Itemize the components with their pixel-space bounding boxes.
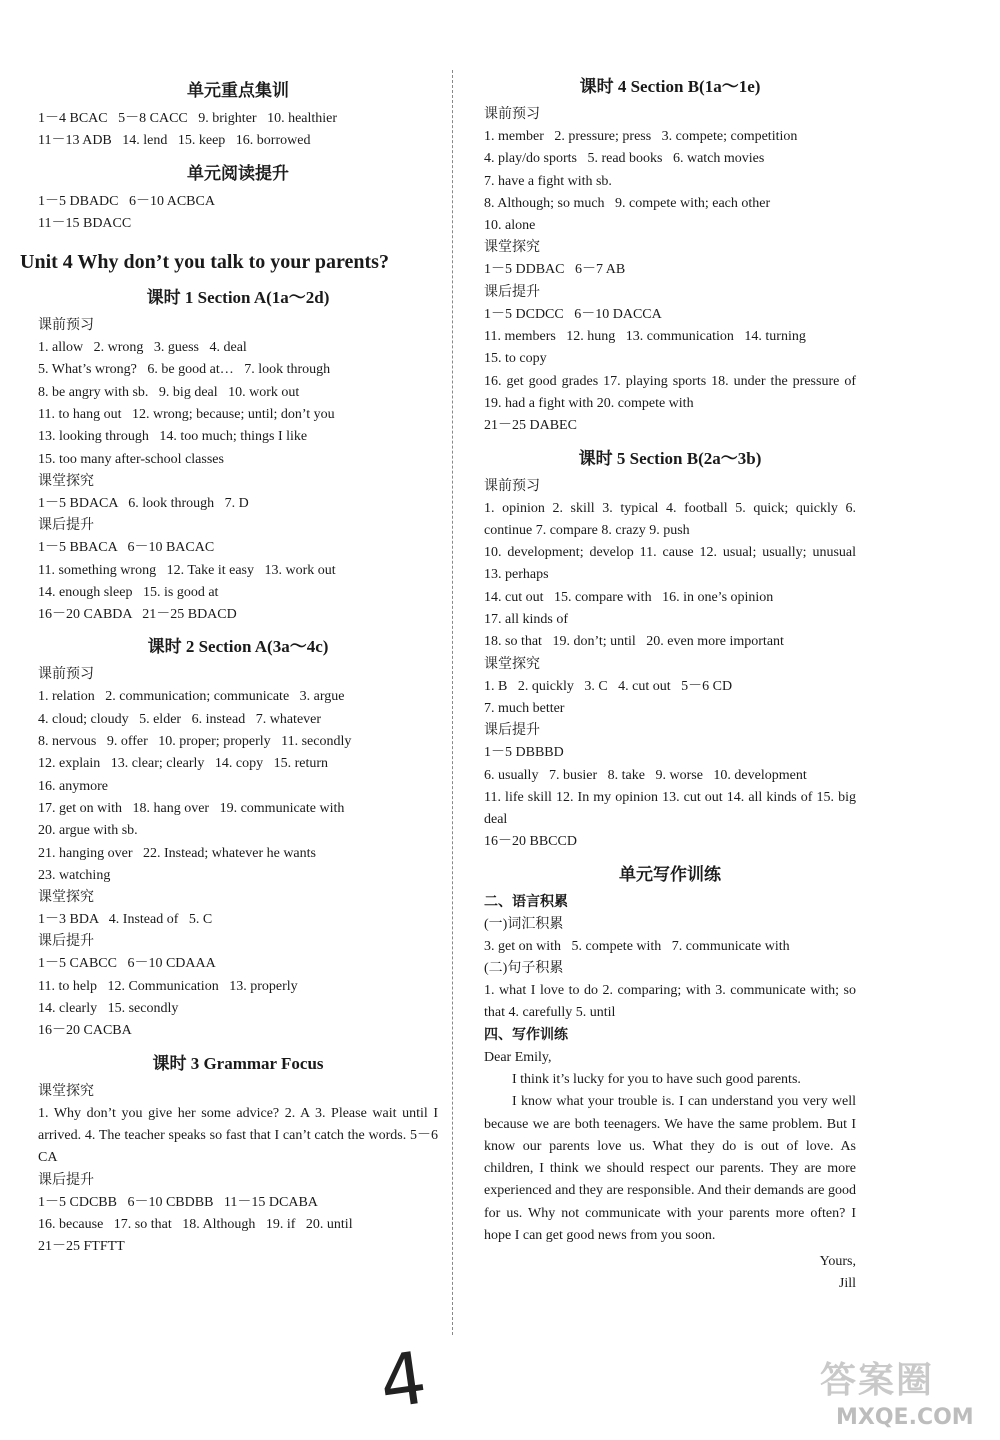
answer-paragraph: 1. opinion 2. skill 3. typical 4. football 5. quick; quickly 6. continue 7. compare 8. crazy 9. push <box>484 500 856 538</box>
answer-line: 16. anymore <box>38 778 108 794</box>
answer-line: 7. much better <box>484 700 565 716</box>
lesson-title-3: 课时 3 Grammar Focus <box>152 1053 324 1073</box>
answer-line: 11. members 12. hung 13. communication 14. turning <box>484 329 806 345</box>
answer-line: 1－5 BBACA 6－10 BACAC <box>38 540 215 556</box>
answer-line: 11. to help 12. Communication 13. properly <box>38 978 298 994</box>
answer-line: 1. allow 2. wrong 3. guess 4. deal <box>38 340 247 356</box>
subheading-class: 课堂探究 <box>38 890 94 906</box>
answer-line: 1－5 DCDCC 6－10 DACCA <box>484 306 662 322</box>
column-divider <box>452 70 453 1335</box>
subheading-after: 课后提升 <box>38 1172 94 1188</box>
answer-line: 4. cloud; cloudy 5. elder 6. instead 7. whatever <box>38 711 322 727</box>
answer-line: 21－25 FTFTT <box>38 1239 125 1255</box>
subheading-class: 课堂探究 <box>38 473 94 489</box>
answer-line: 16－20 CACBA <box>38 1023 132 1039</box>
subheading-class: 课堂探究 <box>38 1083 94 1099</box>
answer-line: 11－13 ADB 14. lend 15. keep 16. borrowed <box>38 133 311 149</box>
letter-paragraph: I know what your trouble is. I can understand you very well because we are both teenagers. We have the same problem. But I know our parents love us. What they do is out of love. As children, I think we should respect our parents. They are more experienced and they are responsible. And their demands are good for us. Why not communicate with your parents more often? I hope I can get good news from you soon. <box>484 1094 856 1243</box>
left-column <box>20 70 438 1258</box>
answer-line: 6. usually 7. busier 8. take 9. worse 10. development <box>484 767 807 783</box>
answer-line: 14. clearly 15. secondly <box>38 1001 179 1017</box>
answer-line: 5. What’s wrong? 6. be good at… 7. look through <box>38 362 331 378</box>
answer-paragraph: 1. what I love to do 2. comparing; with 3. communicate with; so that 4. carefully 5. until <box>484 983 856 1021</box>
unit-title: Unit 4 Why don’t you talk to your parents? <box>20 251 389 274</box>
answer-line: 11. to hang out 12. wrong; because; until; don’t you <box>38 407 335 423</box>
answer-paragraph: 11. life skill 12. In my opinion 13. cut out 14. all kinds of 15. big deal <box>484 789 856 828</box>
watermark-url: MXQE.COM <box>836 1405 974 1430</box>
answer-line: 1－4 BCAC 5－8 CACC 9. brighter 10. healthier <box>38 111 338 126</box>
subheading-writing: 四、写作训练 <box>484 1027 568 1043</box>
answer-line: 1－5 CABCC 6－10 CDAAA <box>38 956 216 972</box>
subheading-preview: 课前预习 <box>38 667 94 683</box>
subheading-sentences: (二)句子积累 <box>484 961 564 977</box>
letter-paragraph: I think it’s lucky for you to have such good parents. <box>512 1071 801 1087</box>
answer-line: 13. looking through 14. too much; things I like <box>38 429 308 445</box>
answer-line: 4. play/do sports 5. read books 6. watch movies <box>484 151 765 167</box>
subheading-preview: 课前预习 <box>38 318 94 334</box>
answer-line: 10. alone <box>484 218 536 234</box>
lesson-title-1: 课时 1 Section A(1a～2d) <box>146 288 330 308</box>
subheading-after: 课后提升 <box>484 284 540 300</box>
lesson-title-4: 课时 4 Section B(1a～1e) <box>579 77 761 96</box>
answer-line: 16－20 CABDA 21－25 BDACD <box>38 607 237 623</box>
section-title-unit-drill: 单元重点集训 <box>187 81 289 100</box>
answer-paragraph: 1. Why don’t you give her some advice? 2. A 3. Please wait until I arrived. 4. The teacher speaks so fast that I can’t catch the words. 5－6 CA <box>38 1105 438 1166</box>
answer-line: 7. have a fight with sb. <box>484 173 612 189</box>
answer-line: 1－5 DBADC 6－10 ACBCA <box>38 193 215 209</box>
answer-line: 15. to copy <box>484 351 547 367</box>
answer-line: 16. because 17. so that 18. Although 19. if 20. until <box>38 1216 353 1232</box>
answer-line: 1－5 DDBAC 6－7 AB <box>484 262 626 278</box>
answer-line: 1－3 BDA 4. Instead of 5. C <box>38 912 213 928</box>
answer-line: 21－25 DABEC <box>484 418 577 434</box>
answer-line: 1－5 BDACA 6. look through 7. D <box>38 495 249 511</box>
answer-line: 11－15 BDACC <box>38 215 132 231</box>
answer-line: 3. get on with 5. compete with 7. communicate with <box>484 938 790 954</box>
subheading-after: 课后提升 <box>38 934 94 950</box>
subheading-language: 二、语言积累 <box>484 894 568 910</box>
answer-line: 14. cut out 15. compare with 16. in one’s opinion <box>484 589 774 605</box>
answer-line: 8. nervous 9. offer 10. proper; properly 11. secondly <box>38 734 352 750</box>
watermark-logo: 答案圈 <box>820 1360 935 1401</box>
answer-line: 14. enough sleep 15. is good at <box>38 584 219 600</box>
handwritten-page-number: 4 <box>374 1335 432 1425</box>
answer-line: 12. explain 13. clear; clearly 14. copy 15. return <box>38 756 329 772</box>
subheading-after: 课后提升 <box>484 723 540 739</box>
lesson-title-2: 课时 2 Section A(3a～4c) <box>147 637 329 657</box>
subheading-preview: 课前预习 <box>484 107 540 122</box>
answer-line: 21. hanging over 22. Instead; whatever he wants <box>38 845 316 861</box>
letter-greeting: Dear Emily, <box>484 1049 552 1065</box>
subheading-class: 课堂探究 <box>484 656 540 672</box>
answer-line: 18. so that 19. don’t; until 20. even more important <box>484 634 784 650</box>
section-title-reading: 单元阅读提升 <box>187 163 289 183</box>
right-column <box>484 70 856 1295</box>
answer-line: 11. something wrong 12. Take it easy 13. work out <box>38 562 336 578</box>
answer-paragraph: 16. get good grades 17. playing sports 18. under the pressure of 19. had a fight with 20. compete with <box>484 373 856 411</box>
answer-line: 8. be angry with sb. 9. big deal 10. work out <box>38 384 300 400</box>
letter-signature: Jill <box>838 1276 856 1292</box>
answer-line: 8. Although; so much 9. compete with; each other <box>484 195 771 211</box>
answer-paragraph: 10. development; develop 11. cause 12. usual; usually; unusual 13. perhaps <box>484 545 856 583</box>
answer-line: 1. relation 2. communication; communicate 3. argue <box>38 689 345 705</box>
subheading-preview: 课前预习 <box>484 478 540 494</box>
answer-line: 1. member 2. pressure; press 3. compete; competition <box>484 129 798 144</box>
answer-line: 23. watching <box>38 867 111 883</box>
answer-line: 16－20 BBCCD <box>484 834 577 850</box>
section-title-writing: 单元写作训练 <box>619 864 721 884</box>
subheading-class: 课堂探究 <box>484 240 540 256</box>
answer-line: 17. all kinds of <box>484 612 568 628</box>
answer-line: 1－5 CDCBB 6－10 CBDBB 11－15 DCABA <box>38 1194 318 1210</box>
answer-line: 15. too many after-school classes <box>38 451 224 467</box>
lesson-title-5: 课时 5 Section B(2a～3b) <box>578 448 762 468</box>
letter-closing: Yours, <box>819 1254 856 1270</box>
subheading-vocab: (一)词汇积累 <box>484 916 564 932</box>
answer-line: 17. get on with 18. hang over 19. communicate with <box>38 800 345 816</box>
subheading-after: 课后提升 <box>38 518 94 534</box>
answer-line: 1. B 2. quickly 3. C 4. cut out 5－6 CD <box>484 678 733 694</box>
answer-line: 20. argue with sb. <box>38 823 138 839</box>
answer-line: 1－5 DBBBD <box>484 745 564 761</box>
